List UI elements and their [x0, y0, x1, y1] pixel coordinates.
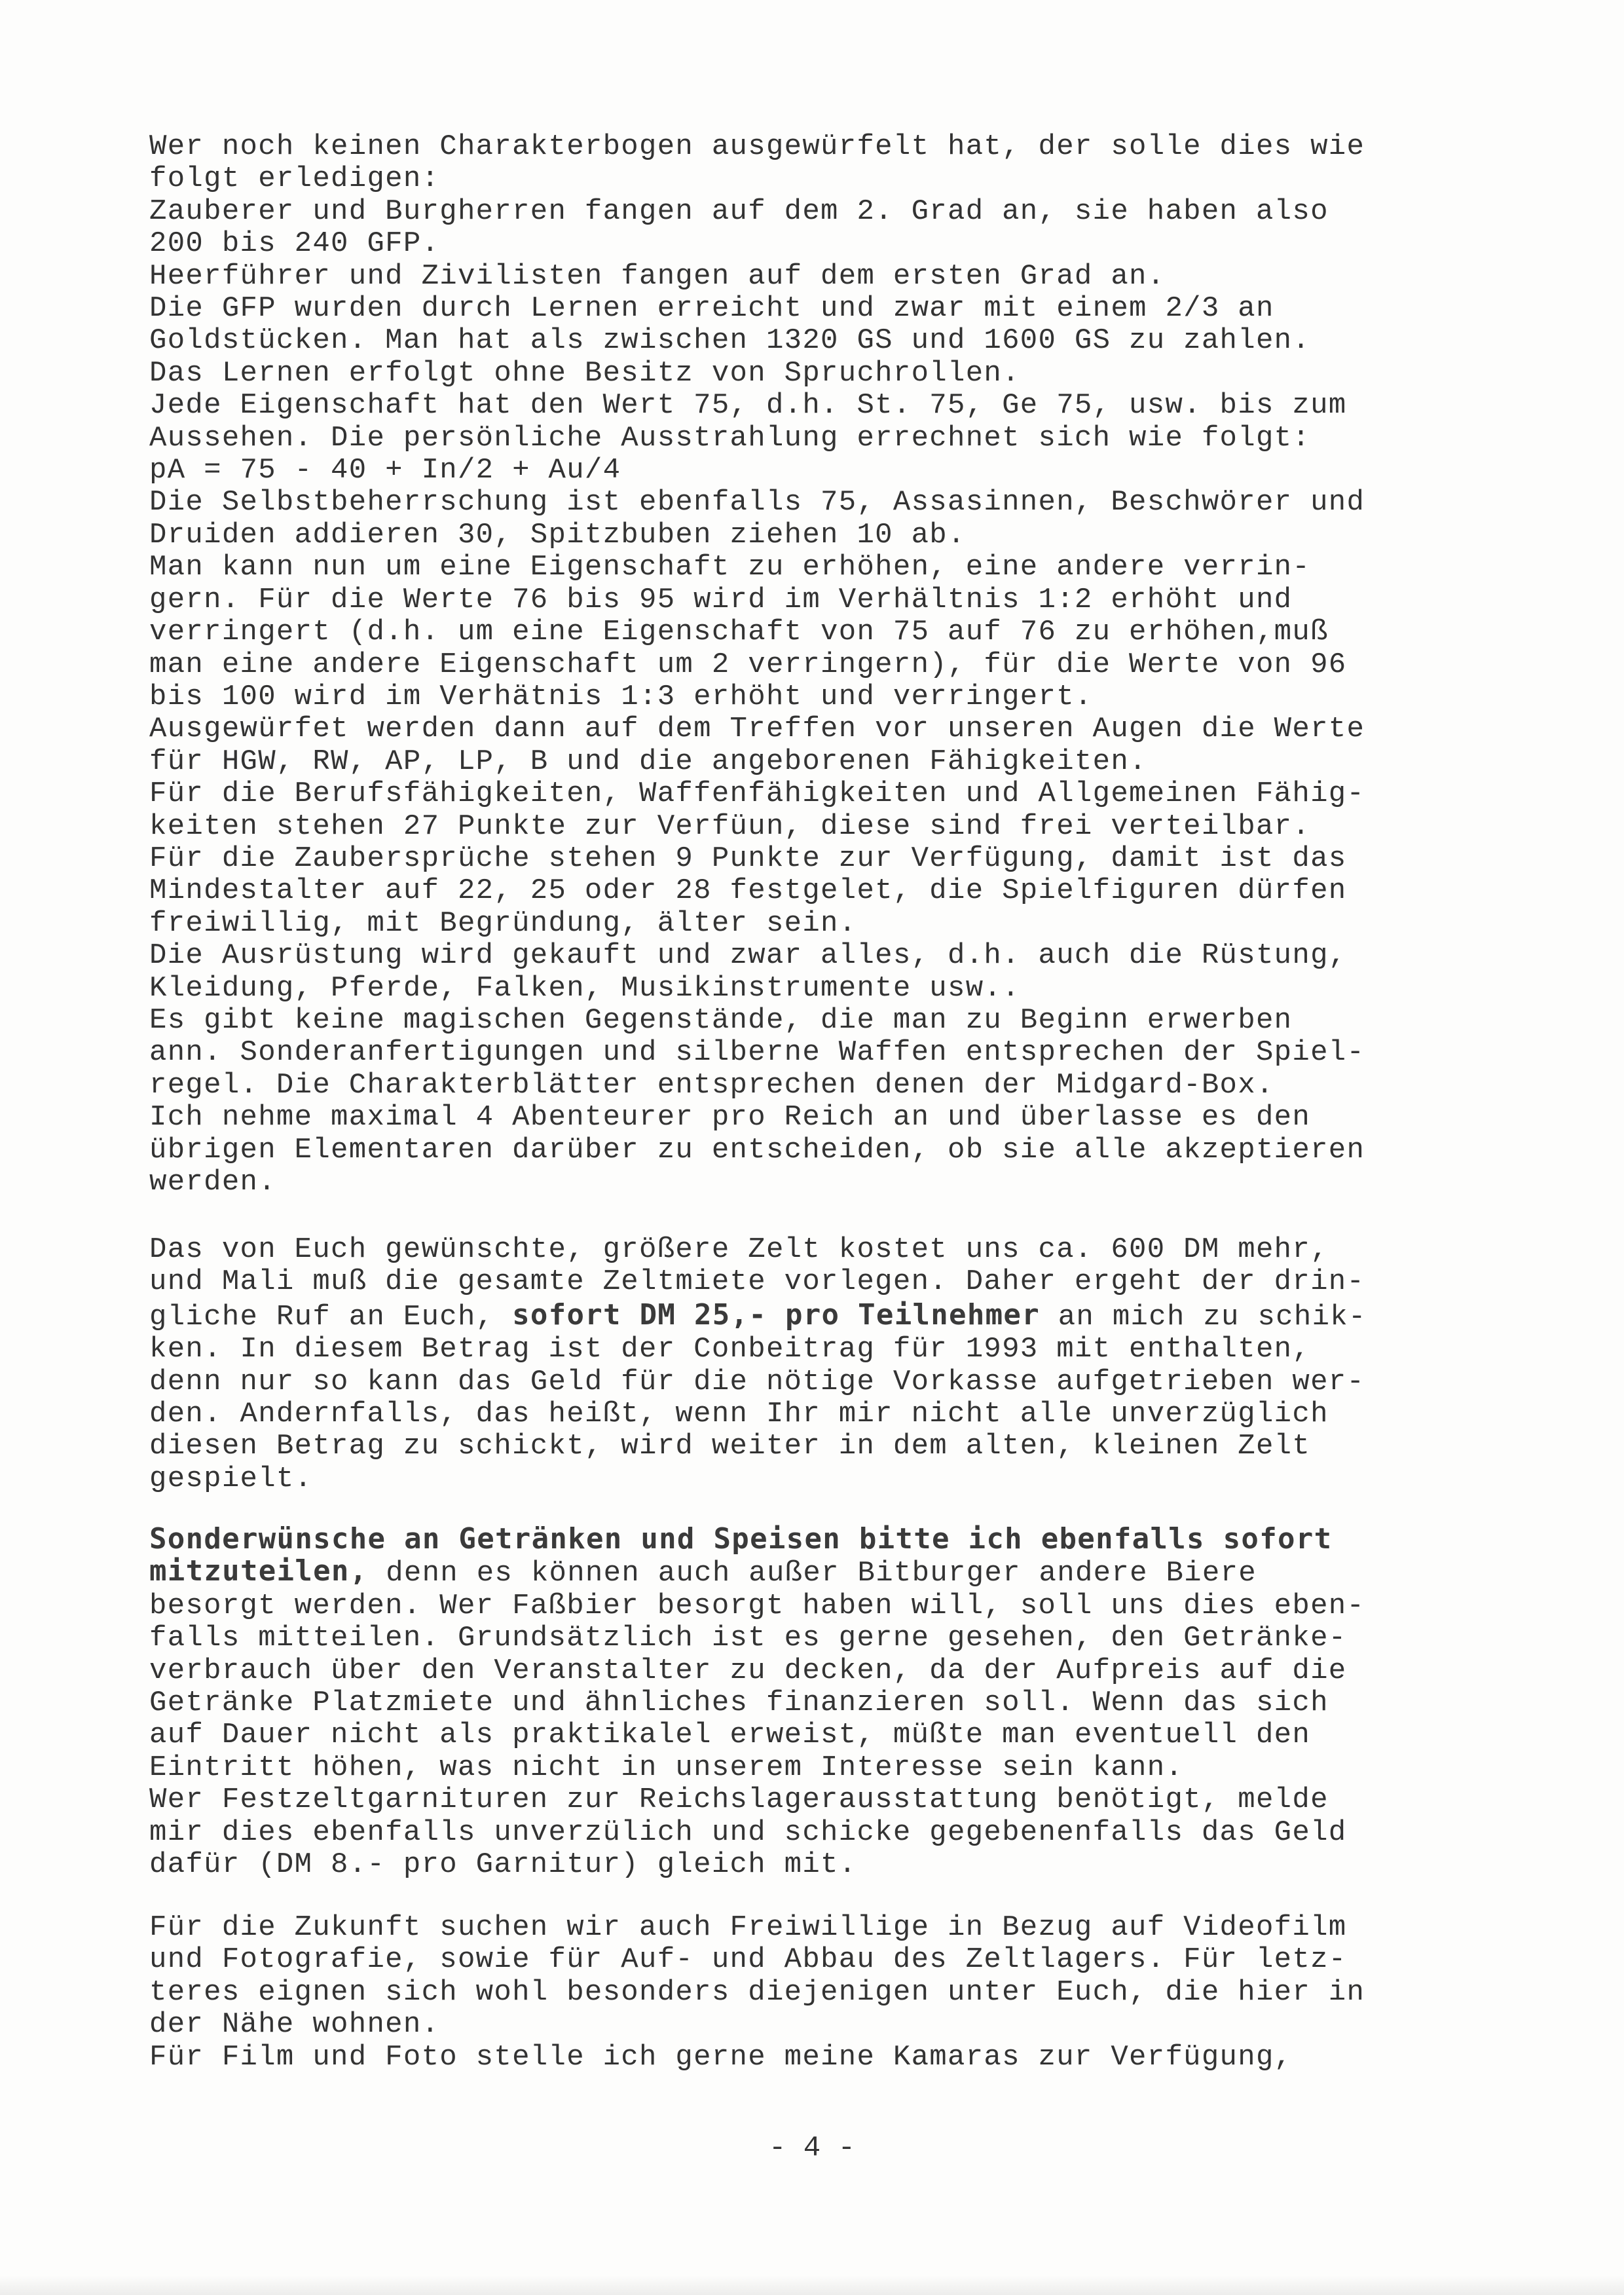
text-line: gern. Für die Werte 76 bis 95 wird im Verhältnis 1:2 erhöht und: [149, 583, 1293, 616]
text-line: werden.: [149, 1166, 276, 1199]
text-line: Goldstücken. Man hat als zwischen 1320 GS und 1600 GS zu zahlen.: [149, 324, 1311, 358]
text-line: übrigen Elementaren darüber zu entscheiden, ob sie alle akzeptieren: [149, 1133, 1365, 1166]
text-line: verbrauch über den Veranstalter zu decken, da der Aufpreis auf die: [149, 1654, 1347, 1687]
paragraph-tent-payment: [149, 1234, 1492, 1495]
text-line: Mindestalter auf 22, 25 oder 28 festgelet, die Spielfiguren dürfen: [149, 874, 1347, 908]
text-line: freiwillig, mit Begründung, älter sein.: [149, 906, 857, 940]
text-line: regel. Die Charakterblätter entsprechen denen der Midgard-Box.: [149, 1068, 1274, 1102]
text-line: Wer noch keinen Charakterbogen ausgewürfelt hat, der solle dies wie: [149, 130, 1365, 163]
text-line: dafür (DM 8.- pro Garnitur) gleich mit.: [149, 1848, 857, 1882]
text-line: Für die Zaubersprüche stehen 9 Punkte zur Verfügung, damit ist das: [149, 842, 1347, 875]
text-line: Ausgewürfet werden dann auf dem Treffen vor unseren Augen die Werte: [149, 713, 1365, 746]
text-line: Ich nehme maximal 4 Abenteurer pro Reich an und überlasse es den: [149, 1101, 1311, 1134]
emphasized-fragment: mitzuteilen,: [149, 1554, 368, 1588]
text-line: ann. Sonderanfertigungen und silberne Waffen entsprechen der Spiel-: [149, 1036, 1365, 1070]
text-line: man eine andere Eigenschaft um 2 verringern), für die Werte von 96: [149, 648, 1347, 681]
text-line: Kleidung, Pferde, Falken, Musikinstrumente usw..: [149, 971, 1020, 1005]
paragraph-drinks-food: [149, 1523, 1492, 1881]
text-fragment: gliche Ruf an Euch,: [149, 1300, 513, 1334]
text-line: Man kann nun um eine Eigenschaft zu erhöhen, eine andere verrin-: [149, 551, 1311, 584]
text-line: 200 bis 240 GFP.: [149, 227, 440, 261]
text-line: verringert (d.h. um eine Eigenschaft von 75 auf 76 zu erhöhen,muß: [149, 616, 1329, 649]
payment-highlight: sofort DM 25,- pro Teilnehmer: [512, 1297, 1041, 1332]
text-line: Heerführer und Zivilisten fangen auf dem ersten Grad an.: [149, 259, 1166, 293]
text-line: Für die Berufsfähigkeiten, Waffenfähigkeiten und Allgemeinen Fähig-: [149, 777, 1365, 811]
text-line: bis 100 wird im Verhätnis 1:3 erhöht und verringert.: [149, 680, 1093, 713]
text-line: auf Dauer nicht als praktikalel erweist, müßte man eventuell den: [149, 1719, 1311, 1752]
text-line: Wer Festzeltgarnituren zur Reichslagerausstattung benötigt, melde: [149, 1783, 1329, 1817]
paragraph-character-creation: [149, 131, 1492, 1199]
scan-edge-shadow: [0, 2275, 1624, 2295]
text-line: besorgt werden. Wer Faßbier besorgt haben will, soll uns dies eben-: [149, 1589, 1365, 1622]
text-line: Die Selbstbeherrschung ist ebenfalls 75, Assasinnen, Beschwörer und: [149, 486, 1365, 519]
text-line: Die GFP wurden durch Lernen erreicht und zwar mit einem 2/3 an: [149, 292, 1274, 326]
text-line: und Mali muß die gesamte Zeltmiete vorlegen. Daher ergeht der drin-: [149, 1265, 1365, 1299]
text-line: ken. In diesem Betrag ist der Conbeitrag für 1993 mit enthalten,: [149, 1333, 1311, 1366]
text-fragment: denn es können auch außer Bitburger andere Biere: [367, 1557, 1257, 1590]
text-line: keiten stehen 27 Punkte zur Verfüun, diese sind frei verteilbar.: [149, 810, 1311, 843]
text-line: folgt erledigen:: [149, 162, 440, 196]
text-line: Das Lernen erfolgt ohne Besitz von Spruchrollen.: [149, 356, 1020, 390]
text-line: Druiden addieren 30, Spitzbuben ziehen 10 ab.: [149, 518, 966, 551]
text-line: teres eignen sich wohl besonders diejenigen unter Euch, die hier in: [149, 1975, 1365, 2009]
paragraph-volunteers: [149, 1912, 1492, 2074]
text-line: [149, 1299, 1492, 1334]
text-line: denn nur so kann das Geld für die nötige Vorkasse aufgetrieben wer-: [149, 1365, 1365, 1398]
emphasized-line: Sonderwünsche an Getränken und Speisen bitte ich ebenfalls sofort: [149, 1522, 1333, 1556]
text-line: mir dies ebenfalls unverzülich und schicke gegebenenfalls das Geld: [149, 1816, 1347, 1849]
text-line: [149, 1555, 1492, 1590]
text-line: Getränke Platzmiete und ähnliches finanzieren soll. Wenn das sich: [149, 1687, 1329, 1720]
text-line: Die Ausrüstung wird gekauft und zwar alles, d.h. auch die Rüstung,: [149, 939, 1347, 973]
text-line: Das von Euch gewünschte, größere Zelt kostet uns ca. 600 DM mehr,: [149, 1233, 1329, 1266]
text-fragment: an mich zu schik-: [1040, 1300, 1367, 1334]
text-line: falls mitteilen. Grundsätzlich ist es gerne gesehen, den Getränke-: [149, 1622, 1347, 1655]
text-line: Zauberer und Burgherren fangen auf dem 2. Grad an, sie haben also: [149, 195, 1329, 228]
text-line: Es gibt keine magischen Gegenstände, die man zu Beginn erwerben: [149, 1003, 1293, 1037]
text-line: für HGW, RW, AP, LP, B und die angeborenen Fähigkeiten.: [149, 745, 1147, 778]
text-line: Für die Zukunft suchen wir auch Freiwillige in Bezug auf Videofilm: [149, 1911, 1347, 1944]
text-line: diesen Betrag zu schickt, wird weiter in dem alten, kleinen Zelt: [149, 1430, 1311, 1463]
text-line: Eintritt höhen, was nicht in unserem Interesse sein kann.: [149, 1751, 1184, 1784]
text-line: und Fotografie, sowie für Auf- und Abbau des Zeltlagers. Für letz-: [149, 1943, 1347, 1977]
text-line: Aussehen. Die persönliche Ausstrahlung errechnet sich wie folgt:: [149, 421, 1311, 455]
text-line: Für Film und Foto stelle ich gerne meine Kamaras zur Verfügung,: [149, 2040, 1293, 2074]
formula-line: pA = 75 - 40 + In/2 + Au/4: [149, 454, 621, 487]
text-line: der Nähe wohnen.: [149, 2008, 440, 2042]
text-line: gespielt.: [149, 1462, 313, 1495]
text-line: Jede Eigenschaft hat den Wert 75, d.h. St. 75, Ge 75, usw. bis zum: [149, 389, 1347, 422]
text-line: den. Andernfalls, das heißt, wenn Ihr mir nicht alle unverzüglich: [149, 1398, 1329, 1431]
page-number: - 4 -: [768, 2132, 856, 2165]
